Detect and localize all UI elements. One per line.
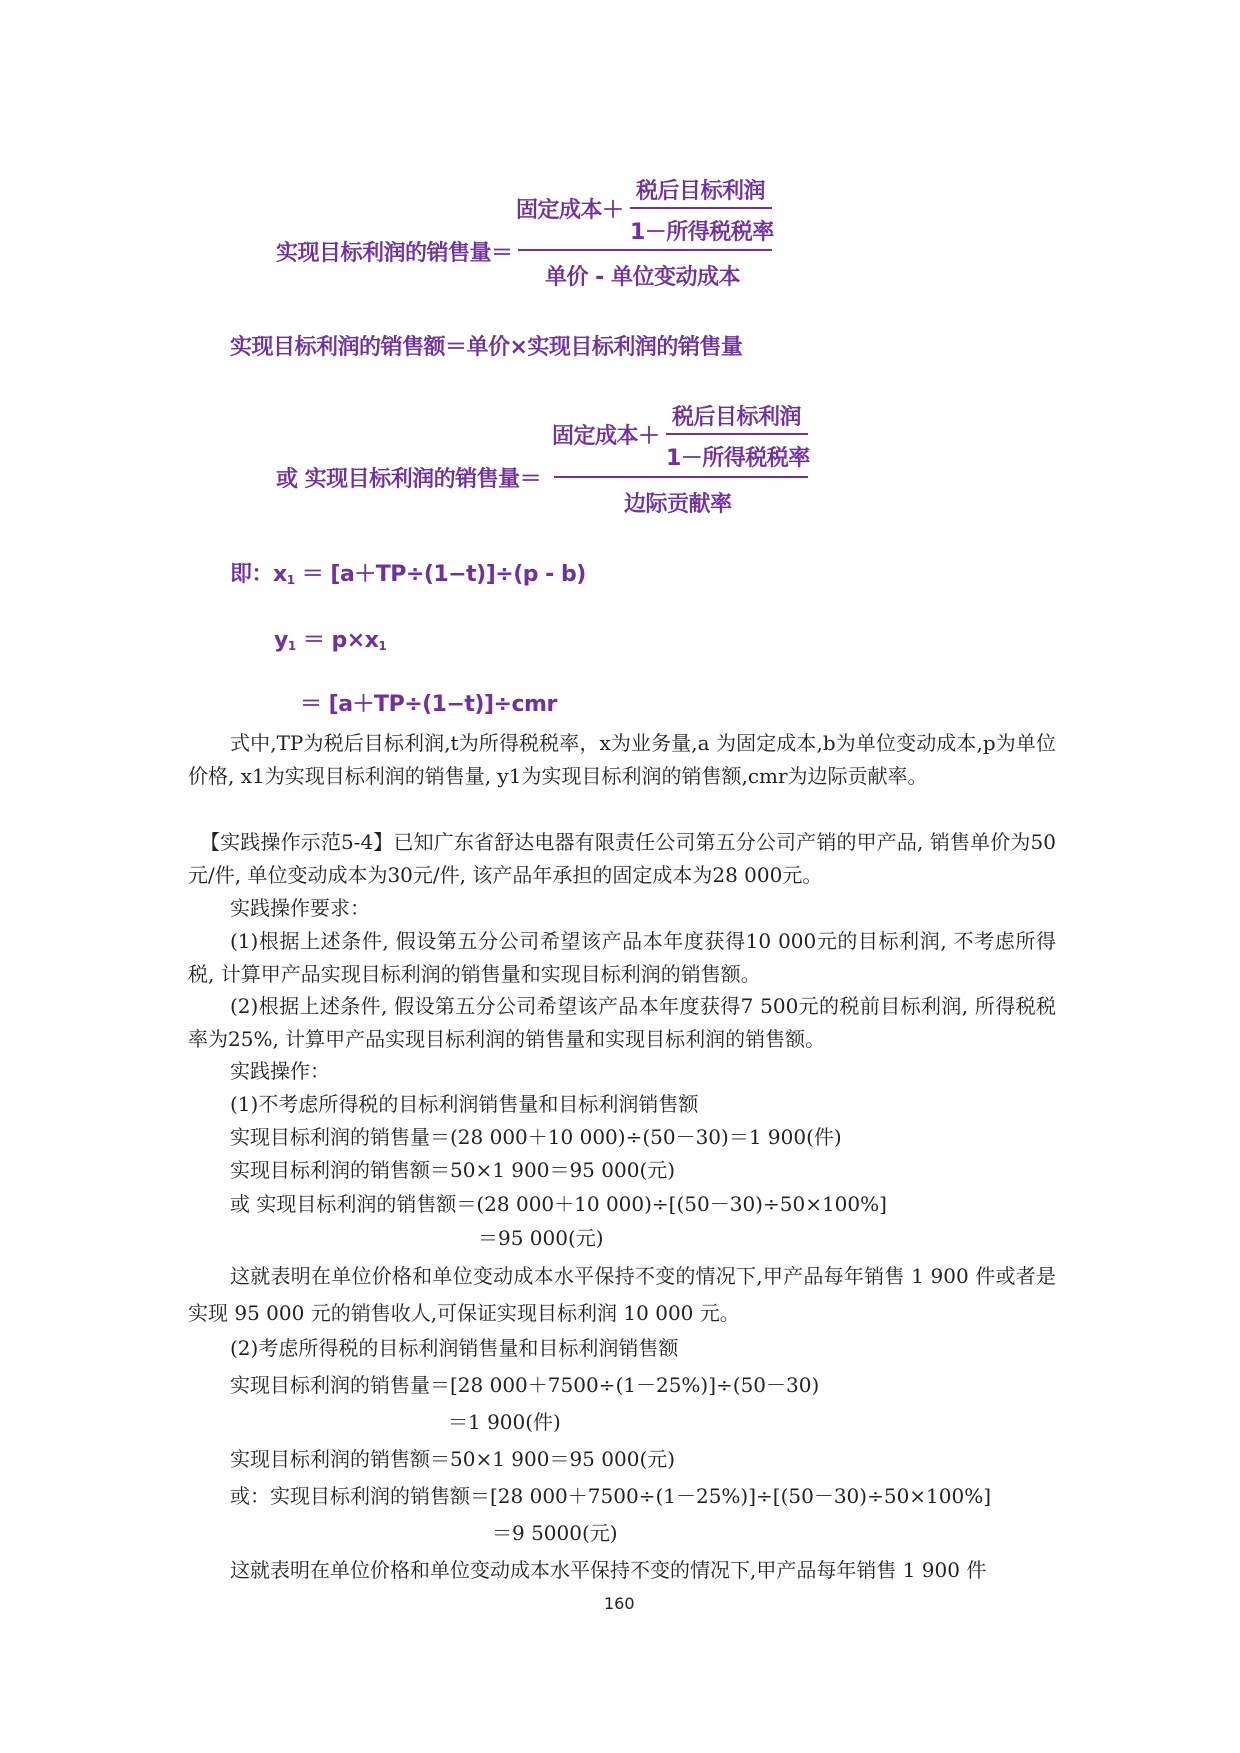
paragraph-requirement-2: (2)根据上述条件, 假设第五分公司希望该产品本年度获得7 500元的税前目标利润, 所得税税率为25%, 计算甲产品实现目标利润的销售量和实现目标利润的销售额。 (188, 994, 1056, 1051)
paragraph-requirements-heading: 实践操作要求： (230, 896, 370, 920)
calc-amount-2-alt-result: ＝9 5000(元) (492, 1521, 618, 1545)
equation-y1 (274, 623, 386, 654)
calc-amount-1-alt-result: ＝95 000(元) (478, 1226, 604, 1250)
formula3-inner-fraction-line (666, 433, 808, 435)
page-number: 160 (604, 1594, 635, 1613)
formula1-inner-numerator: 税后目标利润 (636, 179, 766, 204)
equation-x1-sub: 1 (286, 573, 295, 587)
formula3-lhs: 或 实现目标利润的销售量＝ (276, 467, 542, 492)
formula3-inner-numerator: 税后目标利润 (672, 405, 802, 430)
formula1-inner-fraction-line (630, 207, 772, 209)
paragraph-conclusion-2: 这就表明在单位价格和单位变动成本水平保持不变的情况下,甲产品每年销售 1 900 件 (230, 1558, 987, 1582)
formula1-main-fraction-line (518, 249, 772, 251)
paragraph-definitions: 式中,TP为税后目标利润,t为所得税税率，x为业务量,a 为固定成本,b为单位变动成本,p为单位价格, x1为实现目标利润的销售量, y1为实现目标利润的销售额,cmr为边际贡献率。 (188, 731, 1056, 788)
formula3-fixed-cost: 固定成本＋ (552, 424, 660, 449)
formula1-inner-denominator: 1－所得税税率 (630, 220, 774, 245)
paragraph-requirement-1: (1)根据上述条件, 假设第五分公司希望该产品本年度获得10 000元的目标利润, 不考虑所得税, 计算甲产品实现目标利润的销售量和实现目标利润的销售额。 (188, 929, 1056, 986)
formula3-denominator: 边际贡献率 (624, 492, 732, 517)
equation-x1 (230, 557, 586, 588)
calc-amount-2: 实现目标利润的销售额＝50×1 900＝95 000(元) (230, 1447, 676, 1471)
equation-y1-rhs: ＝ p×x (295, 628, 379, 653)
formula3-main-fraction-line (554, 476, 808, 478)
equation-x1-var: x (273, 562, 287, 587)
formula1-denominator: 单价 - 单位变动成本 (545, 265, 740, 290)
formula-sales-amount: 实现目标利润的销售额＝单价×实现目标利润的销售量 (230, 335, 743, 360)
paragraph-operation-heading: 实践操作： (230, 1059, 330, 1083)
formula1-fixed-cost: 固定成本＋ (516, 198, 624, 223)
calc-volume-2-result: ＝1 900(件) (448, 1410, 561, 1434)
equation-x1-prefix: 即： (230, 562, 274, 587)
calc-volume-1: 实现目标利润的销售量＝(28 000＋10 000)÷(50－30)＝1 900(件) (230, 1125, 842, 1149)
equation-y1-var: y (274, 628, 288, 653)
paragraph-conclusion-1: 这就表明在单位价格和单位变动成本水平保持不变的情况下,甲产品每年销售 1 900 件或者是实现 95 000 元的销售收人,可保证实现目标利润 10 000 元。 (188, 1264, 1056, 1325)
calc-amount-2-alt: 或：实现目标利润的销售额＝[28 000＋7500÷(1－25%)]÷[(50－30)÷50×100%] (230, 1484, 992, 1508)
calc-amount-1-alt: 或 实现目标利润的销售额＝(28 000＋10 000)÷[(50－30)÷50×100%] (230, 1192, 887, 1216)
equation-x1-rhs: ＝ [a＋TP÷(1−t)]÷(p - b) (294, 562, 586, 587)
calc-volume-2: 实现目标利润的销售量＝[28 000＋7500÷(1－25%)]÷(50－30) (230, 1373, 820, 1397)
paragraph-part1-heading: (1)不考虑所得税的目标利润销售量和目标利润销售额 (230, 1092, 699, 1116)
paragraph-example-intro: 【实践操作示范5-4】已知广东省舒达电器有限责任公司第五分公司产销的甲产品, 销售单价为50元/件, 单位变动成本为30元/件, 该产品年承担的固定成本为28 000元。 (188, 830, 1056, 887)
equation-y1-rhs-sub: 1 (378, 639, 387, 653)
formula3-inner-denominator: 1－所得税税率 (666, 446, 810, 471)
formula1-lhs: 实现目标利润的销售量＝ (276, 241, 513, 266)
paragraph-part2-heading: (2)考虑所得税的目标利润销售量和目标利润销售额 (230, 1336, 679, 1360)
calc-amount-1: 实现目标利润的销售额＝50×1 900＝95 000(元) (230, 1158, 676, 1182)
equation-y1-sub: 1 (287, 639, 296, 653)
equation-y1-cmr: ＝ [a＋TP÷(1−t)]÷cmr (300, 692, 557, 717)
